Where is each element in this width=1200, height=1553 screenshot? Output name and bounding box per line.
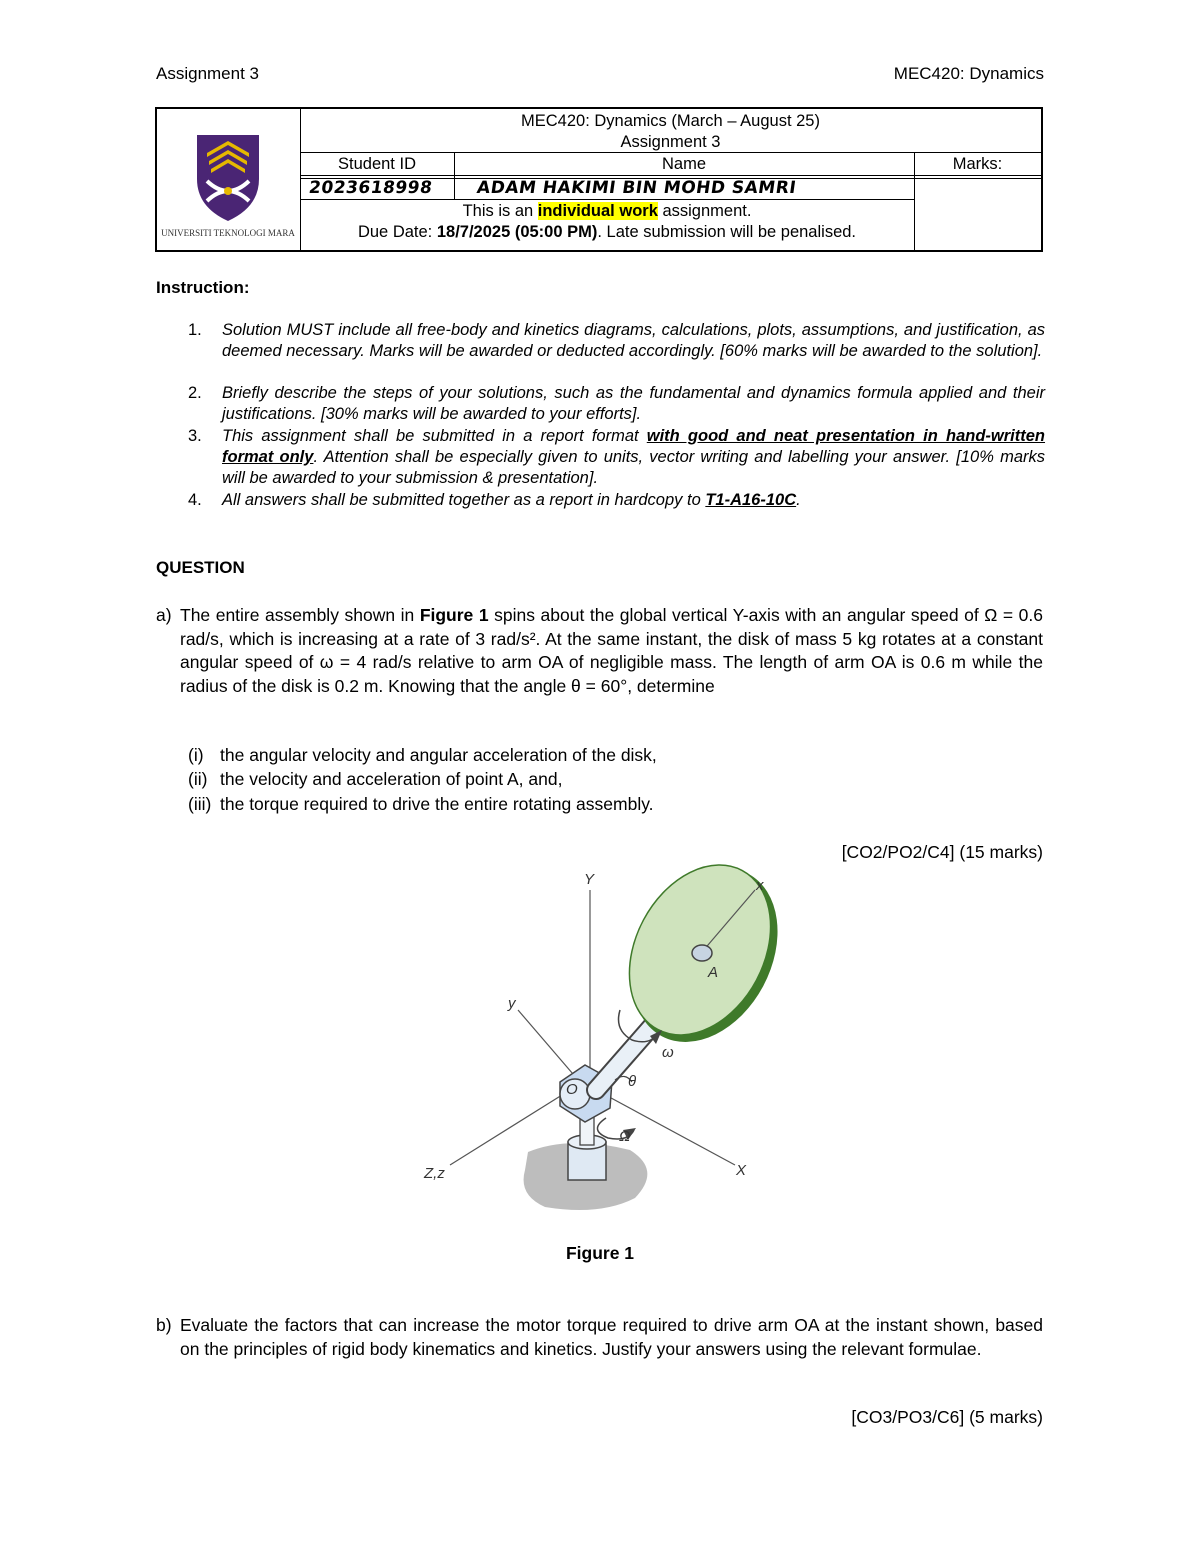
instruction-item-3 (188, 426, 1045, 489)
subpart-iii-text: the torque required to drive the entire rotating assembly. (220, 794, 654, 814)
subpart-i-text: the angular velocity and angular acceleration of the disk, (220, 745, 657, 765)
subpart-ii-label: (ii) (188, 769, 208, 789)
item-number: 2. (188, 384, 202, 402)
item-text-post: . (796, 491, 801, 509)
instruction-heading: Instruction: (156, 278, 250, 297)
question-a-text (180, 604, 1043, 698)
label-omega: ω (662, 1044, 674, 1061)
due-date: 18/7/2025 (05:00 PM) (436, 223, 598, 241)
label-A: A (708, 964, 719, 981)
subpart-i-label: (i) (188, 745, 204, 765)
question-b-tag: b) (156, 1315, 172, 1335)
question-b-text: Evaluate the factors that can increase the motor torque required to drive arm OA at the instant shown, based on the principles of rigid body kinematics and kinetics. Justify your answers using the relevant formulae. (180, 1315, 1043, 1359)
label-Y: Y (584, 871, 595, 888)
label-O: O (566, 1081, 578, 1098)
due-date-line (300, 223, 914, 242)
label-X: X (736, 1162, 747, 1179)
label-Omega: Ω (619, 1128, 631, 1145)
logo-text: UNIVERSITI TEKNOLOGI MARA (161, 228, 295, 238)
question-a-marks: [CO2/PO2/C4] (15 marks) (841, 842, 1043, 862)
student-id-value: 2023618998 (307, 178, 434, 198)
instruction-item-2 (188, 383, 1045, 425)
subpart-iii-label: (iii) (188, 794, 212, 814)
item-text-pre: All answers shall be submitted together as a report in hardcopy to (222, 491, 706, 509)
item-text: Briefly describe the steps of your solutions, such as the fundamental and dynamics formula applied and their justifications. [30% marks will be awarded to your efforts]. (222, 384, 1045, 423)
note-prefix: This is an (462, 202, 538, 220)
item-text-underlined: T1-A16-10C (705, 491, 797, 509)
question-heading: QUESTION (156, 558, 245, 577)
question-a-p2: spins about the global vertical Y-axis with an angular speed of Ω = 0.6 rad/s, which is increasing at a rate of 3 rad/s². At the same instant, the disk of mass 5 kg rotates at a constant angular speed of ω = 4 rad/s relative to arm OA of negligible mass. The length of arm OA is 0.6 m while the radius of the disk is 0.2 m. Knowing that the angle θ = 60°, determine (180, 605, 1043, 696)
label-Zz: Z,z (424, 1165, 445, 1182)
item-text-pre: This assignment shall be submitted in a report format (222, 427, 647, 445)
figure-1-diagram (400, 860, 800, 1220)
header-table (155, 107, 1043, 252)
student-id-header: Student ID (338, 155, 416, 173)
instruction-item-1 (188, 320, 1045, 383)
instruction-item-4 (188, 490, 1045, 511)
marks-header: Marks: (952, 155, 1003, 173)
assignment-title: Assignment 3 (620, 133, 721, 151)
figure-reference: Figure 1 (419, 605, 489, 625)
item-number: 3. (188, 427, 202, 445)
label-y: y (508, 995, 516, 1012)
page-header-left: Assignment 3 (156, 64, 259, 83)
assignment-note (300, 202, 914, 221)
item-text-post: . Attention shall be especially given to units, vector writing and labelling your answer. [10% marks will be awarded to your submission & presentation]. (222, 448, 1045, 487)
item-text (222, 426, 1045, 489)
item-text-underlined: with good and neat presentation in hand-written format only (222, 427, 1046, 466)
note-suffix: assignment. (657, 202, 752, 220)
item-number: 4. (188, 491, 202, 509)
uitm-logo (157, 109, 300, 250)
item-text (222, 490, 1045, 511)
question-b-marks: [CO3/PO3/C6] (5 marks) (851, 1407, 1043, 1427)
name-header: Name (661, 155, 706, 173)
item-text: Solution MUST include all free-body and kinetics diagrams, calculations, plots, assumptions, and justification, as deemed necessary. Marks will be awarded or deducted accordingly. [60% marks will be awarded to the solution]. (222, 321, 1045, 360)
page-header-right: MEC420: Dynamics (893, 64, 1044, 83)
course-title: MEC420: Dynamics (March – August 25) (521, 112, 820, 130)
name-value: ADAM HAKIMI BIN MOHD SAMRI (475, 178, 798, 198)
label-theta: θ (628, 1073, 637, 1090)
subpart-ii-text: the velocity and acceleration of point A, and, (220, 769, 563, 789)
due-prefix: Due Date: (357, 223, 437, 241)
question-a-tag: a) (156, 605, 172, 625)
question-a-p1: The entire assembly shown in (180, 605, 420, 625)
due-suffix: . Late submission will be penalised. (597, 223, 857, 241)
item-number: 1. (188, 321, 202, 339)
label-x: x (756, 877, 764, 894)
figure-caption: Figure 1 (565, 1243, 635, 1263)
note-highlight: individual work (537, 202, 658, 220)
